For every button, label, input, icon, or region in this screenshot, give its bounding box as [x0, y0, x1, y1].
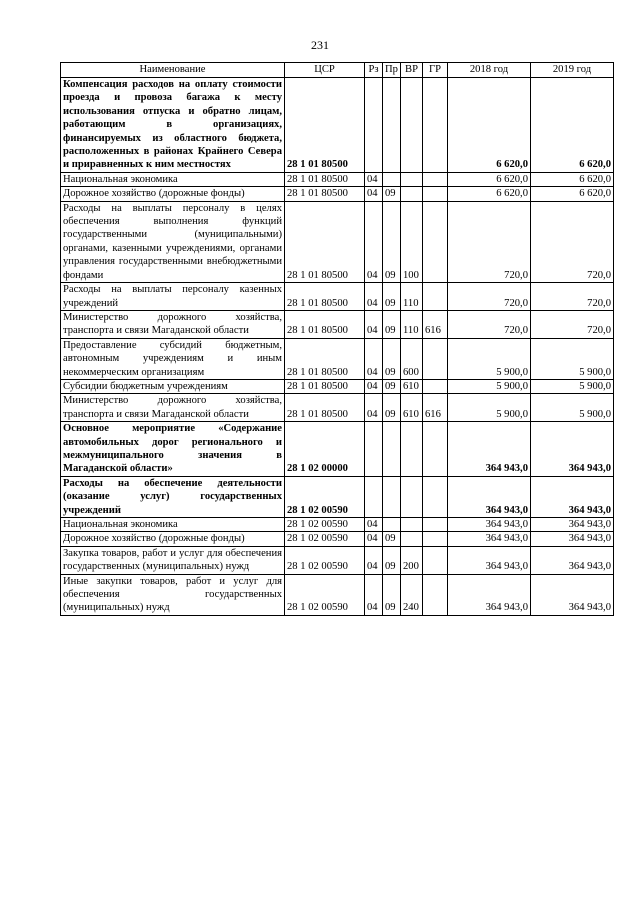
- budget-table: [60, 62, 614, 616]
- row-csr: 28 1 02 00000: [285, 422, 365, 477]
- row-name: Компенсация расходов на оплату стоимости проезда и провоза багажа к месту использования отпуска и обратно лицам, работающим в организациях, финансируемых из областного бюджета, расположенных в районах Крайнего Севера и приравненных к ним местностях: [61, 78, 285, 173]
- row-gr: [423, 422, 448, 477]
- row-name: Закупка товаров, работ и услуг для обеспечения государственных (муниципальных) нужд: [61, 546, 285, 574]
- row-csr: 28 1 01 80500: [285, 310, 365, 338]
- row-2018: 364 943,0: [448, 518, 531, 532]
- row-gr: [423, 379, 448, 393]
- row-vr: 110: [401, 283, 423, 311]
- row-rz: 04: [365, 574, 383, 615]
- row-2018: 364 943,0: [448, 532, 531, 546]
- table-row: [61, 518, 614, 532]
- row-gr: [423, 201, 448, 282]
- row-gr: [423, 172, 448, 186]
- row-2019: 6 620,0: [531, 187, 614, 201]
- row-gr: 616: [423, 310, 448, 338]
- row-pr: 09: [383, 574, 401, 615]
- row-vr: 240: [401, 574, 423, 615]
- table-row: [61, 379, 614, 393]
- row-2018: 720,0: [448, 201, 531, 282]
- header-pr: Пр: [383, 63, 401, 78]
- row-2018: 364 943,0: [448, 574, 531, 615]
- row-pr: 09: [383, 201, 401, 282]
- header-vr: ВР: [401, 63, 423, 78]
- row-rz: 04: [365, 532, 383, 546]
- row-gr: [423, 187, 448, 201]
- header-2018: 2018 год: [448, 63, 531, 78]
- row-2019: 6 620,0: [531, 172, 614, 186]
- row-name: Основное мероприятие «Содержание автомобильных дорог регионального и межмуниципального значения в Магаданской области»: [61, 422, 285, 477]
- row-pr: [383, 518, 401, 532]
- row-gr: [423, 546, 448, 574]
- header-csr: ЦСР: [285, 63, 365, 78]
- row-pr: 09: [383, 187, 401, 201]
- table-row: [61, 532, 614, 546]
- row-2018: 364 943,0: [448, 546, 531, 574]
- row-name: Дорожное хозяйство (дорожные фонды): [61, 532, 285, 546]
- row-name: Расходы на выплаты персоналу казенных учреждений: [61, 283, 285, 311]
- row-pr: 09: [383, 283, 401, 311]
- row-gr: [423, 532, 448, 546]
- row-2019: 720,0: [531, 310, 614, 338]
- row-rz: 04: [365, 394, 383, 422]
- row-name: Предоставление субсидий бюджетным, автономным учреждениям и иным некоммерческим организациям: [61, 338, 285, 379]
- row-2018: 720,0: [448, 283, 531, 311]
- row-rz: 04: [365, 546, 383, 574]
- header-rz: Рз: [365, 63, 383, 78]
- row-2019: 364 943,0: [531, 518, 614, 532]
- row-gr: [423, 78, 448, 173]
- header-2019: 2019 год: [531, 63, 614, 78]
- row-rz: 04: [365, 172, 383, 186]
- row-csr: 28 1 02 00590: [285, 532, 365, 546]
- row-pr: [383, 476, 401, 517]
- row-csr: 28 1 01 80500: [285, 394, 365, 422]
- row-pr: 09: [383, 532, 401, 546]
- row-2018: 364 943,0: [448, 422, 531, 477]
- row-2019: 5 900,0: [531, 338, 614, 379]
- row-vr: 100: [401, 201, 423, 282]
- row-gr: [423, 338, 448, 379]
- row-csr: 28 1 02 00590: [285, 574, 365, 615]
- table-header-row: [61, 63, 614, 78]
- row-vr: [401, 422, 423, 477]
- row-2019: 364 943,0: [531, 546, 614, 574]
- table-row: [61, 172, 614, 186]
- row-csr: 28 1 01 80500: [285, 201, 365, 282]
- row-pr: [383, 172, 401, 186]
- row-name: Национальная экономика: [61, 518, 285, 532]
- row-rz: 04: [365, 201, 383, 282]
- row-vr: 600: [401, 338, 423, 379]
- row-csr: 28 1 01 80500: [285, 187, 365, 201]
- row-pr: [383, 422, 401, 477]
- row-rz: 04: [365, 379, 383, 393]
- row-rz: 04: [365, 518, 383, 532]
- row-rz: 04: [365, 310, 383, 338]
- row-2018: 6 620,0: [448, 187, 531, 201]
- row-vr: [401, 518, 423, 532]
- row-name: Расходы на выплаты персоналу в целях обеспечения выполнения функций государственными (муниципальными) органами, казенными учреждениями, органами управления государственными внебюджетными фондами: [61, 201, 285, 282]
- row-gr: [423, 476, 448, 517]
- row-csr: 28 1 01 80500: [285, 283, 365, 311]
- row-name: Иные закупки товаров, работ и услуг для обеспечения государственных (муниципальных) нужд: [61, 574, 285, 615]
- row-2019: 5 900,0: [531, 394, 614, 422]
- row-csr: 28 1 02 00590: [285, 518, 365, 532]
- row-rz: 04: [365, 283, 383, 311]
- table-row: [61, 310, 614, 338]
- row-csr: 28 1 02 00590: [285, 476, 365, 517]
- row-gr: 616: [423, 394, 448, 422]
- row-gr: [423, 574, 448, 615]
- row-vr: 200: [401, 546, 423, 574]
- row-2019: 5 900,0: [531, 379, 614, 393]
- row-name: Министерство дорожного хозяйства, транспорта и связи Магаданской области: [61, 310, 285, 338]
- table-row: [61, 338, 614, 379]
- row-name: Дорожное хозяйство (дорожные фонды): [61, 187, 285, 201]
- row-vr: [401, 187, 423, 201]
- row-2019: 720,0: [531, 201, 614, 282]
- row-csr: 28 1 01 80500: [285, 338, 365, 379]
- row-vr: 110: [401, 310, 423, 338]
- table-row: [61, 422, 614, 477]
- row-gr: [423, 518, 448, 532]
- table-row: [61, 476, 614, 517]
- row-pr: [383, 78, 401, 173]
- row-vr: [401, 532, 423, 546]
- table-row: [61, 546, 614, 574]
- row-rz: [365, 78, 383, 173]
- row-gr: [423, 283, 448, 311]
- row-name: Расходы на обеспечение деятельности (оказание услуг) государственных учреждений: [61, 476, 285, 517]
- row-name: Министерство дорожного хозяйства, транспорта и связи Магаданской области: [61, 394, 285, 422]
- row-name: Субсидии бюджетным учреждениям: [61, 379, 285, 393]
- row-2018: 5 900,0: [448, 379, 531, 393]
- row-name: Национальная экономика: [61, 172, 285, 186]
- row-2018: 5 900,0: [448, 394, 531, 422]
- row-vr: [401, 172, 423, 186]
- row-rz: 04: [365, 187, 383, 201]
- row-2019: 720,0: [531, 283, 614, 311]
- row-2019: 364 943,0: [531, 422, 614, 477]
- table-row: [61, 283, 614, 311]
- row-csr: 28 1 01 80500: [285, 172, 365, 186]
- row-csr: 28 1 01 80500: [285, 78, 365, 173]
- row-2018: 6 620,0: [448, 172, 531, 186]
- table-row: [61, 394, 614, 422]
- header-gr: ГР: [423, 63, 448, 78]
- row-vr: [401, 78, 423, 173]
- row-pr: 09: [383, 394, 401, 422]
- table-row: [61, 574, 614, 615]
- row-pr: 09: [383, 310, 401, 338]
- row-vr: 610: [401, 394, 423, 422]
- row-2018: 6 620,0: [448, 78, 531, 173]
- row-vr: 610: [401, 379, 423, 393]
- table-row: [61, 201, 614, 282]
- row-2018: 364 943,0: [448, 476, 531, 517]
- row-pr: 09: [383, 379, 401, 393]
- row-csr: 28 1 01 80500: [285, 379, 365, 393]
- row-2019: 364 943,0: [531, 574, 614, 615]
- row-vr: [401, 476, 423, 517]
- header-name: Наименование: [61, 63, 285, 78]
- row-pr: 09: [383, 546, 401, 574]
- table-row: [61, 78, 614, 173]
- row-rz: [365, 476, 383, 517]
- row-2018: 5 900,0: [448, 338, 531, 379]
- row-rz: 04: [365, 338, 383, 379]
- page-number: 231: [311, 38, 329, 52]
- row-2019: 6 620,0: [531, 78, 614, 173]
- row-csr: 28 1 02 00590: [285, 546, 365, 574]
- row-2019: 364 943,0: [531, 532, 614, 546]
- row-2019: 364 943,0: [531, 476, 614, 517]
- row-rz: [365, 422, 383, 477]
- row-pr: 09: [383, 338, 401, 379]
- row-2018: 720,0: [448, 310, 531, 338]
- table-row: [61, 187, 614, 201]
